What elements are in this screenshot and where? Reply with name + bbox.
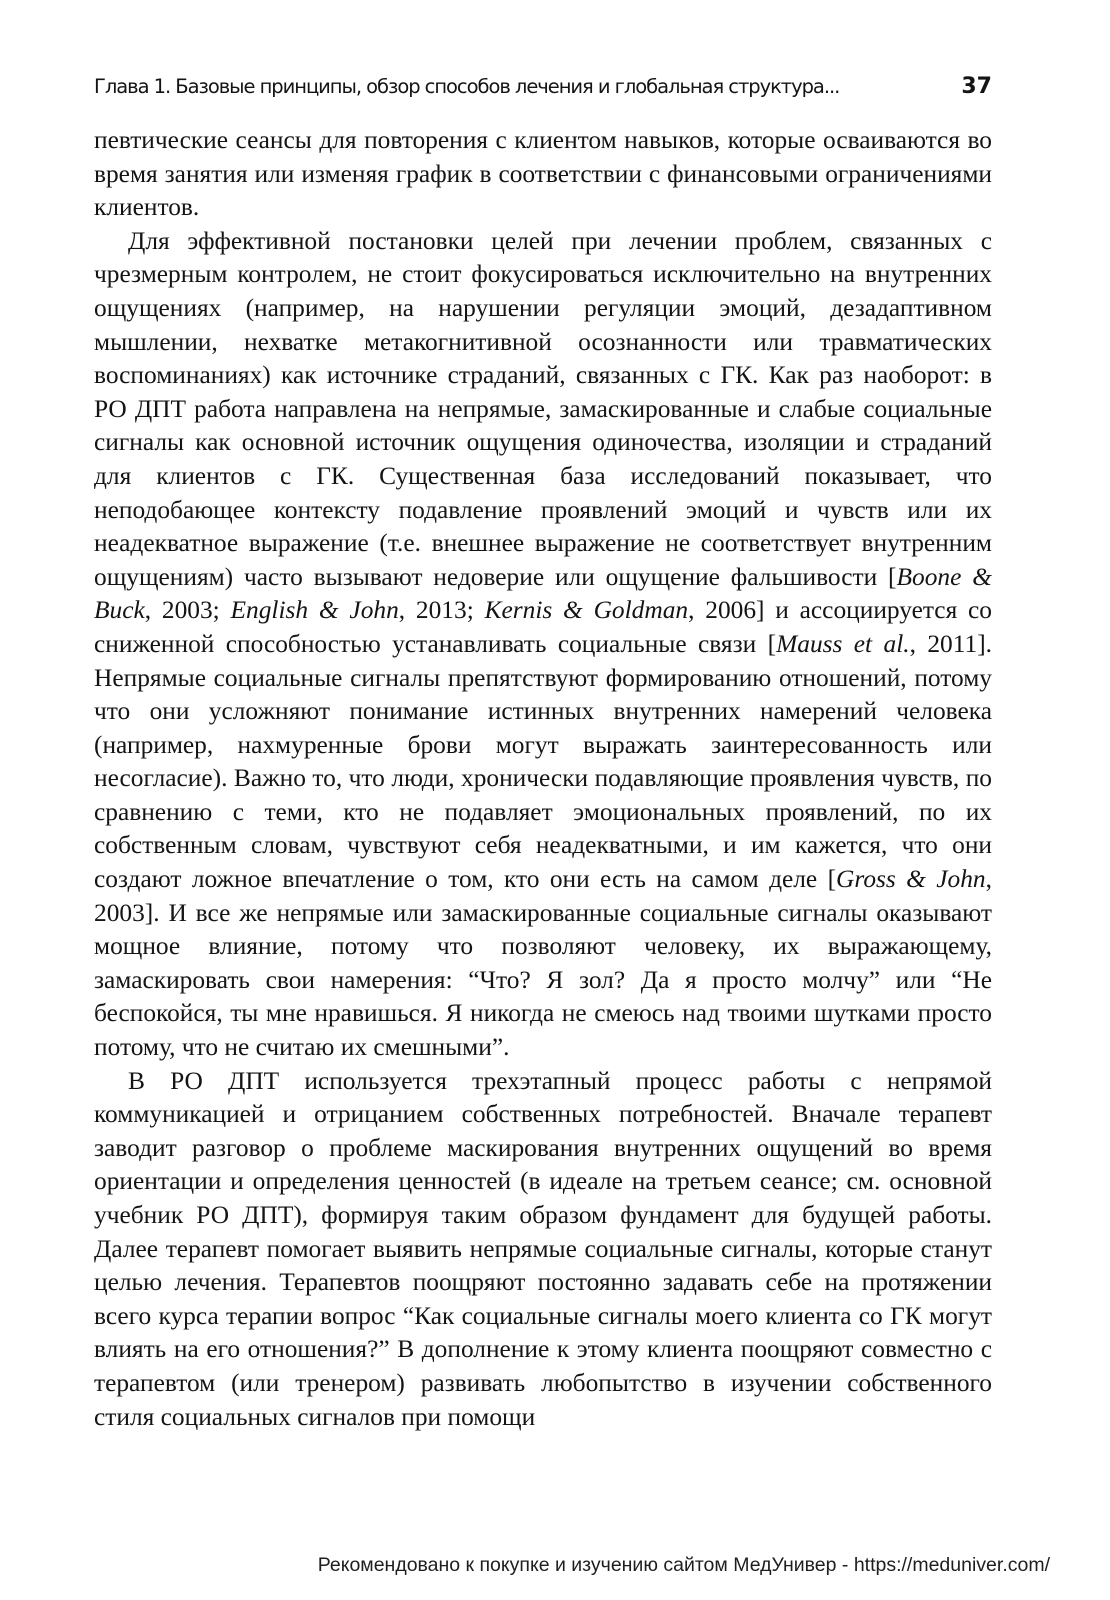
citation-author: Mauss et al.	[776, 629, 910, 658]
citation-author: Kernis & Goldman	[484, 596, 689, 625]
citation-author: Gross & John	[836, 865, 986, 894]
running-header	[94, 74, 992, 106]
chapter-title: Глава 1. Базовые принципы, обзор способов лечения и глобальная структура...	[94, 75, 840, 98]
paragraph: певтические сеансы для повторения с клиентом навыков, которые осваиваются во время занятия или изменяя график в соответствии с финансовыми ограничениями клиентов.	[94, 126, 992, 222]
footer-note: Рекомендовано к покупке и изучению сайтом МедУнивер - https://meduniver.com/	[317, 1554, 1050, 1576]
paragraph: Для эффективной постановки целей при лечении проблем, связанных с чрезмерным контролем, не стоит фокусироваться исключительно на внутренних ощущениях (например, на нарушении регуляции эмоций, дезадаптивном мышлении, нехватке метакогнитивной осознанности или травматических воспоминаниях) как источнике страданий, связанных с ГК. Как раз наоборот: в РО ДПТ работа направлена на непрямые, замаскированные и слабые социальные сигналы как основной источник ощущения одиночества, изоляции и страданий для клиентов с ГК. Существенная база исследований показывает, что неподобающее контексту подавление проявлений эмоций и чувств или их неадекватное выражение (т.е. внешнее выражение не соответствует внутренним ощущениям) часто вызывают недоверие или ощущение фальшивости [Boone & Buck, 2003; English & John, 2013; Kernis & Goldman, 2006] и ассоциируется со сниженной способностью устанавливать социальные связи [Mauss et al., 2011]. Непрямые социальные сигналы препятствуют формированию отношений, потому что они усложняют понимание истинных внутренних намерений человека (например, нахмуренные брови могут выражать заинтересованность или несогласие). Важно то, что люди, хронически подавляющие проявления чувств, по сравнению с теми, кто не подавляет эмоциональных проявлений, по их собственным словам, чувствуют себя неадекватными, и им кажется, что они создают ложное впечатление о том, кто они есть на самом деле [Gross & John, 2003]. И все же непрямые или замаскированные социальные сигналы оказывают мощное влияние, потому что позволяют человеку, их выражающему, замаскировать свои намерения: “Что? Я зол? Да я просто молчу” или “Не беспокойся, ты мне нравишься. Я никогда не смеюсь над твоими шутками просто потому, что не считаю их смешными”.	[94, 226, 993, 1062]
body-text	[94, 124, 992, 1434]
paragraph: В РО ДПТ используется трехэтапный процесс работы с непрямой коммуникацией и отрицанием собственных потребностей. Вначале терапевт заводит разговор о проблеме маскирования внутренних ощущений во время ориентации и определения ценностей (в идеале на третьем сеансе; см. основной учебник РО ДПТ), формируя таким образом фундамент для будущей работы. Далее терапевт помогает выявить непрямые социальные сигналы, которые станут целью лечения. Терапевтов поощряют постоянно задавать себе на протяжении всего курса терапии вопрос “Как социальные сигналы моего клиента со ГК могут влиять на его отношения?” В дополнение к этому клиента поощряют совместно с терапевтом (или тренером) развивать любопытство в изучении собственного стиля социальных сигналов при помощи	[94, 1066, 992, 1431]
citation-author: English & John	[230, 596, 399, 625]
page-number: 37	[961, 74, 992, 99]
citation-author: Boone & Buck	[94, 562, 992, 625]
